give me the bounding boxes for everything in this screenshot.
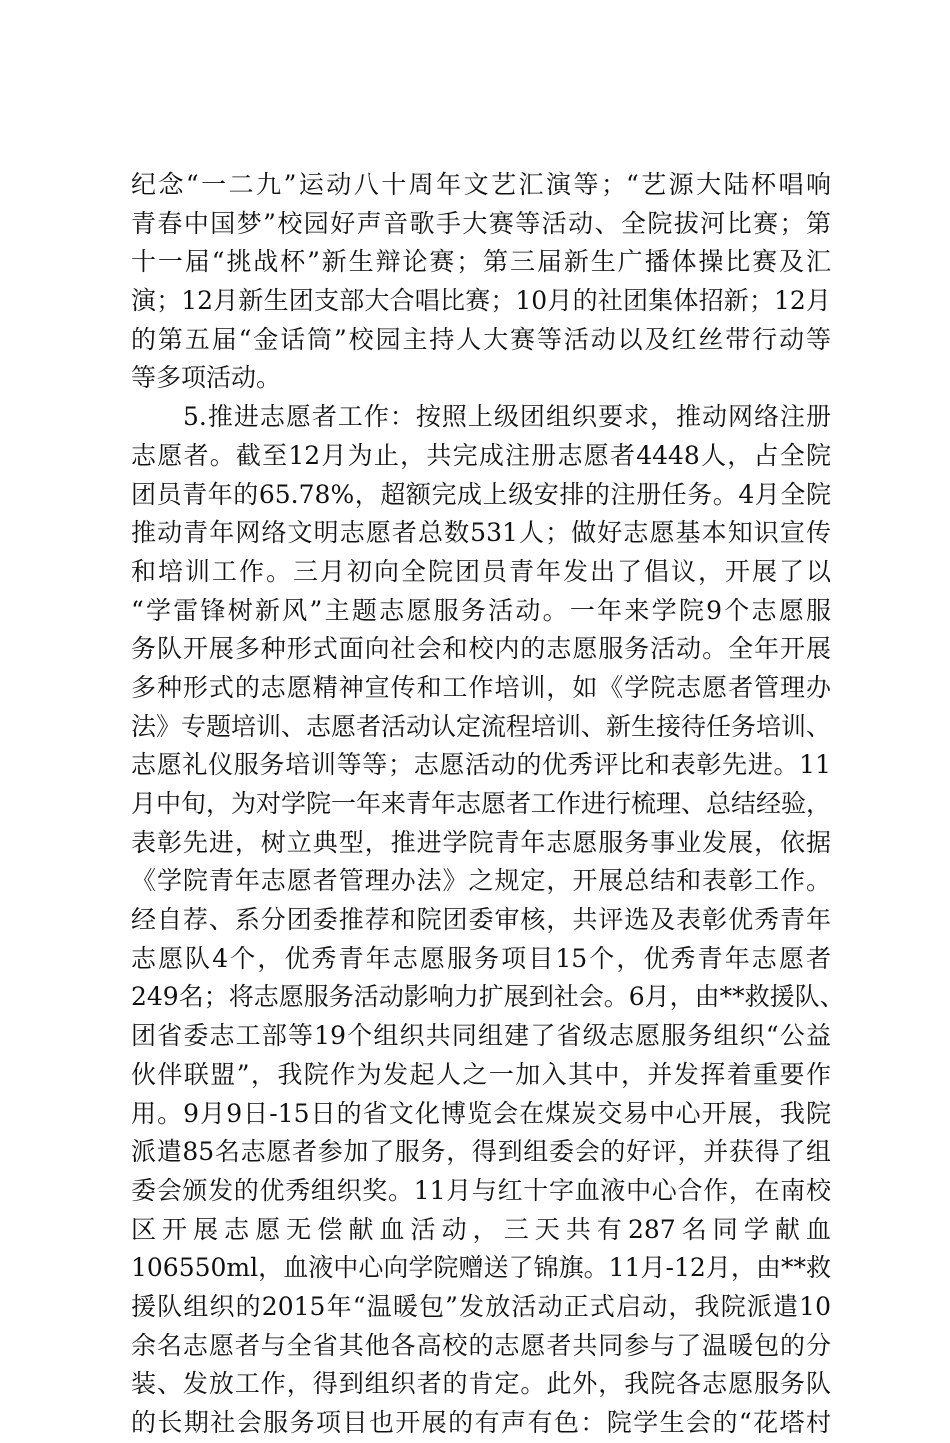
text-line: 青春中国梦”校园好声音歌手大赛等活动、全院拔河比赛；第 [131,208,831,238]
text-line: 余名志愿者与全省其他各高校的志愿者共同参与了温暖包的分 [131,1330,831,1360]
text-line: 249名；将志愿服务活动影响力扩展到社会。6月，由**救援队、 [131,982,845,1012]
text-line: 和培训工作。三月初向全院团员青年发出了倡议，开展了以 [131,556,831,586]
text-line: 月中旬，为对学院一年来青年志愿者工作进行梳理、总结经验， [131,789,832,818]
text-line: 委会颁发的优秀组织奖。11月与红十字血液中心合作，在南校 [131,1175,831,1205]
text-line: 《学院青年志愿者管理办法》之规定，开展总结和表彰工作。 [131,866,831,896]
text-line: 多种形式的志愿精神宣传和工作培训，如《学院志愿者管理办 [131,672,831,702]
text-line: 106550ml，血液中心向学院赠送了锦旗。11月-12月，由**救 [131,1253,831,1283]
text-line: 的长期社会服务项目也开展的有声有色：院学生会的“花塔村 [131,1408,831,1437]
text-line: 派遣85名志愿者参加了服务，得到组委会的好评，并获得了组 [131,1137,831,1167]
text-line: 装、发放工作，得到组织者的肯定。此外，我院各志愿服务队 [131,1369,831,1399]
text-line: 团省委志工部等19个组织共同组建了省级志愿服务组织“公益 [131,1021,831,1051]
text-line: 演；12月新生团支部大合唱比赛；10月的社团集体招新；12月 [131,286,831,316]
text-line: 推动青年网络文明志愿者总数531人；做好志愿基本知识宣传 [131,518,831,548]
text-line: 区开展志愿无偿献血活动，三天共有287名同学献血 [131,1214,831,1244]
text-line: 务队开展多种形式面向社会和校内的志愿服务活动。全年开展 [131,634,831,664]
text-line: “学雷锋树新风”主题志愿服务活动。一年来学院9个志愿服 [131,595,831,625]
text-line: 十一届“挑战杯”新生辩论赛；第三届新生广播体操比赛及汇 [131,247,831,277]
text-line: 志愿队4个，优秀青年志愿服务项目15个，优秀青年志愿者 [131,943,831,973]
text-line: 法》专题培训、志愿者活动认定流程培训、新生接待任务培训、 [131,711,832,741]
text-line: 伙伴联盟”，我院作为发起人之一加入其中，并发挥着重要作 [131,1059,831,1089]
text-line: 用。9月9日-15日的省文化博览会在煤炭交易中心开展，我院 [131,1098,831,1128]
text-line: 志愿者。截至12月为止，共完成注册志愿者4448人，占全院 [131,440,831,470]
text-line: 援队组织的2015年“温暖包”发放活动正式启动，我院派遣10 [131,1291,831,1321]
text-line: 表彰先进，树立典型，推进学院青年志愿服务事业发展，依据 [131,827,831,857]
text-line: 纪念“一二九”运动八十周年文艺汇演等；“艺源大陆杯唱响 [131,170,831,199]
text-line: 的第五届“金话筒”校园主持人大赛等活动以及红丝带行动等 [131,324,831,354]
text-line: 团员青年的65.78%，超额完成上级安排的注册任务。4月全院 [131,479,831,509]
document-body-text [131,166,845,1443]
text-line: 经自荐、系分团委推荐和院团委审核，共评选及表彰优秀青年 [131,905,831,935]
text-line: 等多项活动。 [131,363,282,393]
text-line: 志愿礼仪服务培训等等；志愿活动的优秀评比和表彰先进。11 [131,750,831,780]
text-line: 5.推进志愿者工作：按照上级团组织要求，推动网络注册 [131,402,831,432]
